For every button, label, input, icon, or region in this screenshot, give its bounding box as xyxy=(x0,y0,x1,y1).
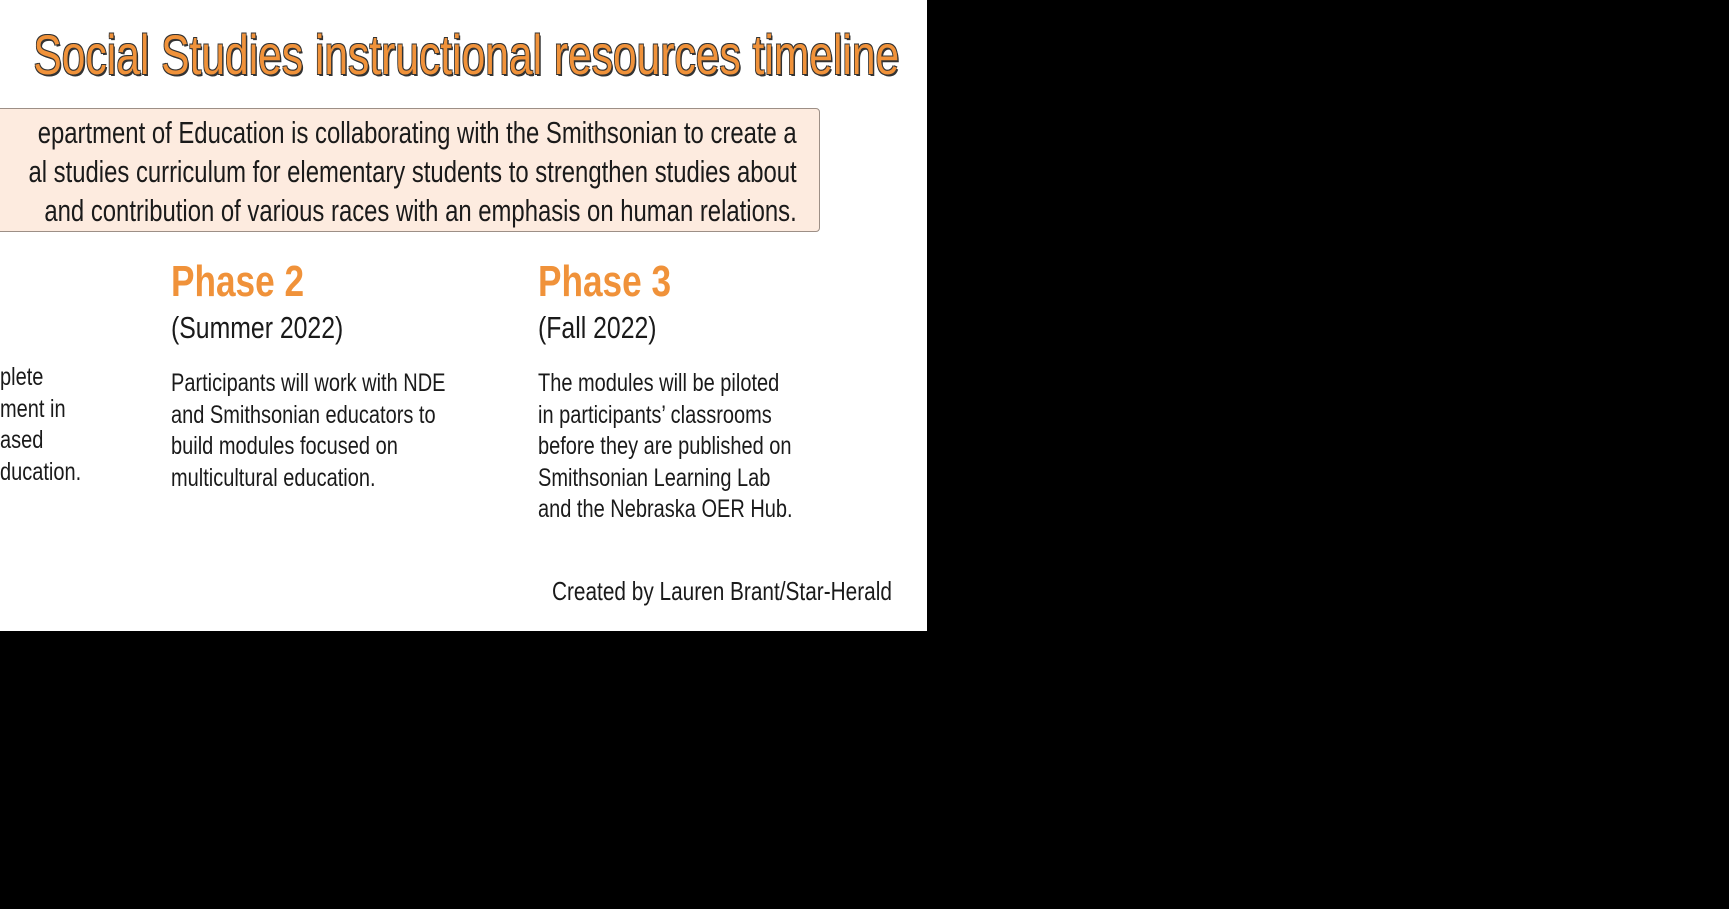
phase2-date: (Summer 2022) xyxy=(171,310,344,345)
page-title: Social Studies instructional resources timeline xyxy=(33,23,899,86)
phase1-line: ased xyxy=(0,426,44,454)
phase1-line: ment in xyxy=(0,394,66,423)
phase3-column xyxy=(538,258,793,526)
phase3-line: and the Nebraska OER Hub. xyxy=(538,495,793,523)
phase1-line: ducation. xyxy=(0,457,82,486)
phase2-line: build modules focused on xyxy=(171,432,398,460)
phase3-date: (Fall 2022) xyxy=(538,310,657,345)
phase2-line: multicultural education. xyxy=(171,463,376,492)
credit-line: Created by Lauren Brant/Star-Herald xyxy=(552,576,892,606)
phase3-line: The modules will be piloted xyxy=(538,369,780,397)
phase1-line: plete xyxy=(0,363,44,391)
infographic xyxy=(0,0,927,631)
phase2-heading: Phase 2 xyxy=(171,257,305,306)
phase3-line: before they are published on xyxy=(538,432,792,460)
intro-line: epartment of Education is collaborating with the Smithsonian to create a xyxy=(38,115,798,150)
intro-box xyxy=(0,108,820,232)
phase2-line: Participants will work with NDE xyxy=(171,369,446,397)
phase3-line: in participants’ classrooms xyxy=(538,400,772,429)
intro-line: and contribution of various races with an emphasis on human relations. xyxy=(44,193,797,228)
phase2-column xyxy=(171,258,446,494)
phase3-heading: Phase 3 xyxy=(538,257,672,306)
phase1-body xyxy=(0,362,81,488)
phase2-line: and Smithsonian educators to xyxy=(171,400,436,429)
phase3-line: Smithsonian Learning Lab xyxy=(538,463,771,492)
intro-line: al studies curriculum for elementary students to strengthen studies about xyxy=(28,154,797,189)
